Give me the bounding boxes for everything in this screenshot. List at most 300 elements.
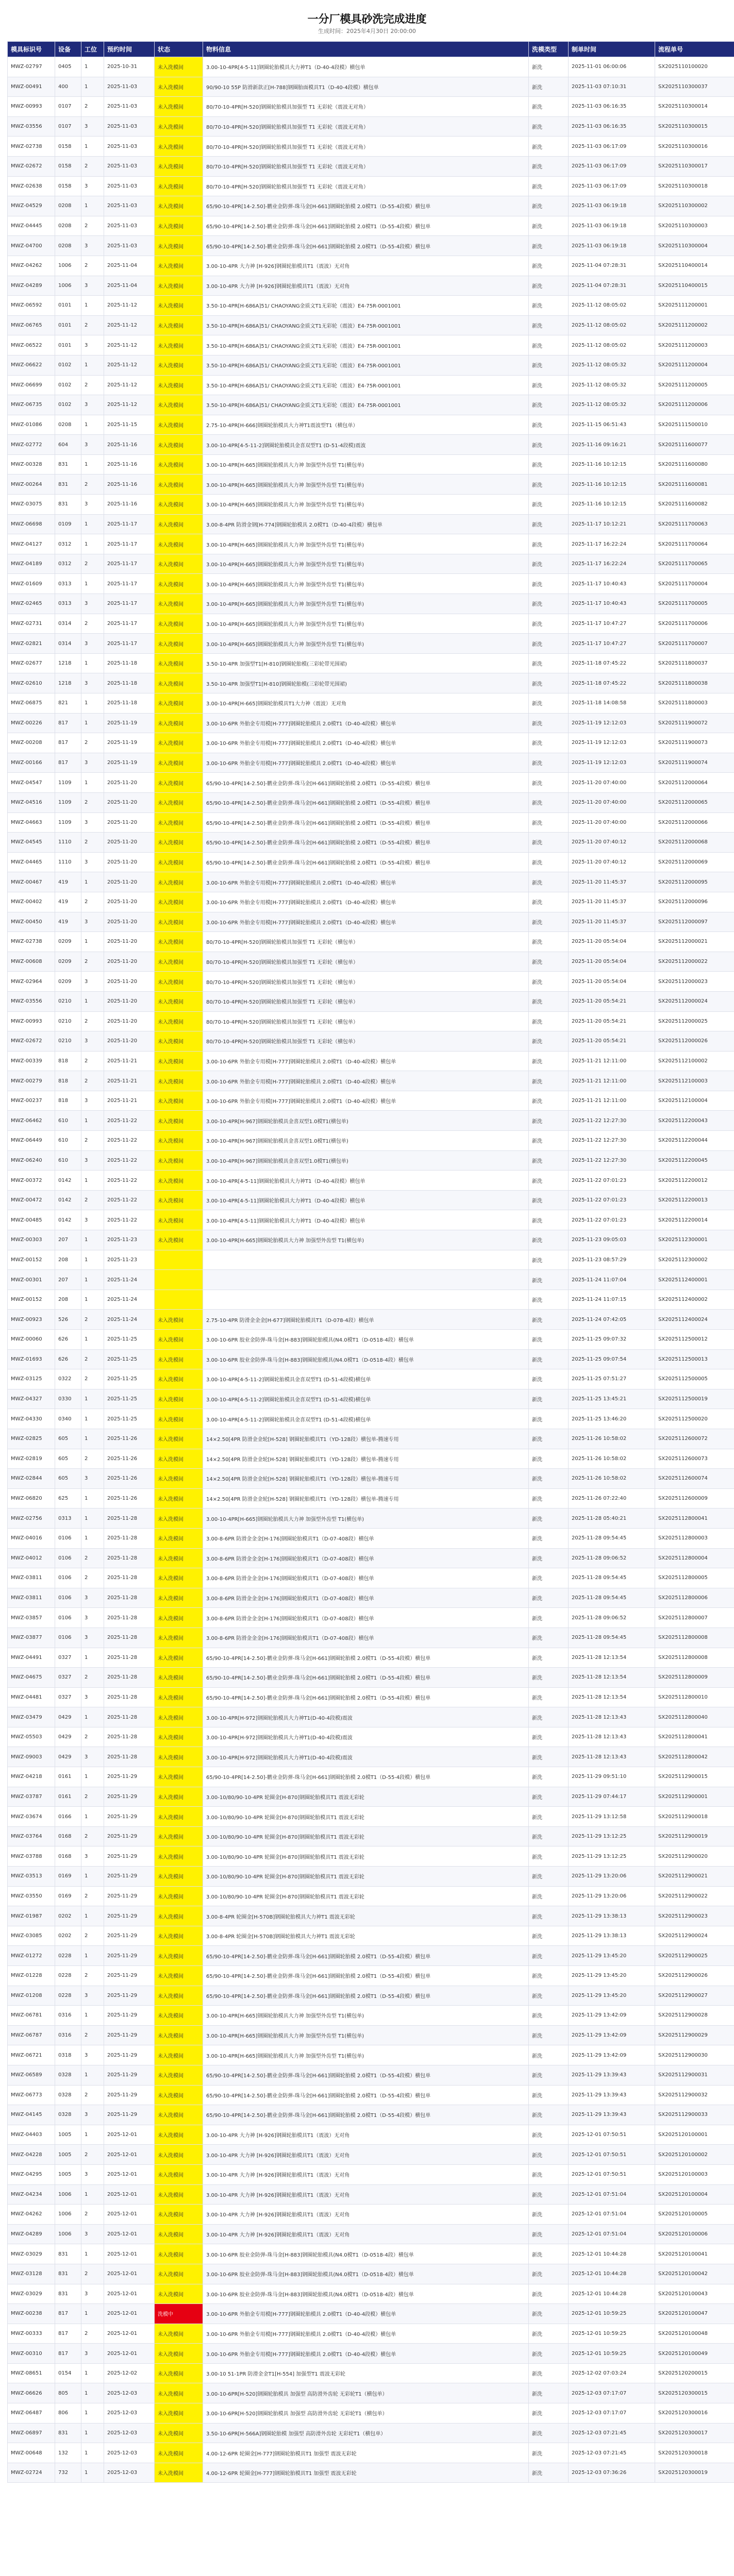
table-row[interactable] [8,534,734,554]
column-header-material-info[interactable]: 物料信息 [203,42,529,57]
cell-material-info: 65/90-10-4PR[14-2.50]-鹏业金防弹-珠马金[H-661]钢圈轮胎模 2.0模T1（D-55-4段模）横包单 [203,792,529,812]
cell-booking-time: 2025-11-19 [104,753,155,773]
table-row[interactable] [8,2065,734,2085]
column-header-equipment[interactable]: 设备 [55,42,81,57]
table-row[interactable] [8,2025,734,2045]
table-row[interactable] [8,1051,734,1071]
cell-equipment: 0169 [55,1886,81,1906]
table-row[interactable] [8,1091,734,1111]
cell-flow-number: SX2025110300016 [655,137,734,157]
cell-flow-number: SX2025112100002 [655,1051,734,1071]
cell-flow-number: SX2025112600074 [655,1469,734,1489]
cell-status: 未入洗模间 [155,2443,203,2463]
table-row[interactable] [8,1011,734,1031]
cell-material-info: 3.00-10-4PR[H-665]钢圈轮胎模具大力神 加强型外齿型 T1(横包单) [203,534,529,554]
cell-equipment: 1110 [55,852,81,872]
cell-booking-time: 2025-11-29 [104,2065,155,2085]
cell-created-time: 2025-11-03 07:10:31 [569,77,655,97]
cell-station: 3 [81,1747,104,1767]
cell-flow-number: SX2025111800038 [655,673,734,693]
cell-material-info: 14×2.50[4PR 防滑金金轮[H-528] 钢圈轮胎模具T1（YD-128段）横包单-腾速专用 [203,1429,529,1449]
table-row[interactable] [8,634,734,654]
table-row[interactable] [8,176,734,196]
table-row[interactable] [8,2363,734,2383]
cell-created-time: 2025-11-18 07:45:22 [569,653,655,673]
table-row[interactable] [8,1906,734,1926]
column-header-flow-number[interactable]: 流程单号 [655,42,734,57]
cell-wash-type: 新洗 [529,2085,569,2105]
table-row[interactable] [8,495,734,515]
cell-status: 未入洗模间 [155,156,203,176]
table-row[interactable] [8,1509,734,1529]
cell-status: 未入洗模间 [155,2025,203,2045]
cell-station: 1 [81,574,104,594]
cell-mold-id: MWZ-04262 [8,2205,55,2225]
table-row[interactable] [8,375,734,395]
cell-created-time: 2025-11-29 13:12:58 [569,1807,655,1827]
table-row[interactable] [8,1867,734,1887]
table-row[interactable] [8,2264,734,2284]
table-row[interactable] [8,77,734,97]
table-row[interactable] [8,2045,734,2065]
cell-booking-time: 2025-11-20 [104,1031,155,1052]
cell-material-info: 3.50-10-4PR[H-686A]51/ CHAOYANG金质文T1无彩轮（震波）E4-75R-0001001 [203,375,529,395]
cell-station: 1 [81,2403,104,2424]
table-row[interactable] [8,1986,734,2006]
table-row[interactable] [8,97,734,117]
cell-material-info: 3.50-10-6PR[H-566A]钢圈轮胎模 加强型 高防滑外齿轮 无彩轮T1（横包单） [203,2423,529,2443]
table-row[interactable] [8,2105,734,2125]
cell-status: 未入洗模间 [155,276,203,296]
cell-flow-number: SX2025112000068 [655,833,734,853]
table-row[interactable] [8,256,734,276]
table-row[interactable] [8,1270,734,1290]
cell-flow-number: SX2025120300018 [655,2443,734,2463]
cell-status: 未入洗模间 [155,892,203,912]
cell-material-info: 65/90-10-4PR[14-2.50]-鹏业金防弹-珠马金[H-661]钢圈轮胎模 2.0模T1（D-55-4段模）横包单 [203,773,529,793]
cell-equipment: 831 [55,2423,81,2443]
cell-flow-number: SX2025112800041 [655,1727,734,1747]
cell-status: 未入洗模间 [155,2145,203,2165]
cell-station: 2 [81,474,104,495]
cell-booking-time: 2025-11-12 [104,375,155,395]
cell-wash-type: 新洗 [529,1707,569,1727]
cell-created-time: 2025-11-28 09:54:45 [569,1528,655,1548]
cell-equipment: 0209 [55,972,81,992]
cell-booking-time: 2025-11-20 [104,833,155,853]
cell-mold-id: MWZ-04228 [8,2145,55,2165]
cell-status: 未入洗模间 [155,216,203,236]
table-row[interactable] [8,2125,734,2145]
cell-booking-time: 2025-11-29 [104,1807,155,1827]
cell-flow-number: SX2025120100048 [655,2324,734,2344]
table-row[interactable] [8,614,734,634]
table-row[interactable] [8,2304,734,2324]
column-header-created-time[interactable]: 制单时间 [569,42,655,57]
table-row[interactable] [8,2164,734,2184]
cell-created-time: 2025-11-20 07:40:12 [569,852,655,872]
cell-wash-type: 新洗 [529,1488,569,1509]
table-row[interactable] [8,1469,734,1489]
table-row[interactable] [8,156,734,176]
cell-material-info: 65/90-10-4PR[14-2.50]-鹏业金防弹-珠马金[H-661]钢圈轮胎模 2.0模T1（D-55-4段模）横包单 [203,1767,529,1787]
table-row[interactable] [8,2085,734,2105]
column-header-wash-type[interactable]: 洗模类型 [529,42,569,57]
cell-mold-id: MWZ-00208 [8,733,55,753]
cell-station: 1 [81,1509,104,1529]
cell-created-time: 2025-11-26 10:58:02 [569,1429,655,1449]
cell-wash-type: 新洗 [529,1131,569,1151]
table-row[interactable] [8,2443,734,2463]
cell-status: 洗模中 [155,2304,203,2324]
cell-booking-time: 2025-11-20 [104,912,155,932]
table-row[interactable] [8,276,734,296]
table-row[interactable] [8,315,734,335]
table-row[interactable] [8,1608,734,1628]
table-row[interactable] [8,2284,734,2304]
cell-mold-id: MWZ-04330 [8,1409,55,1429]
cell-flow-number: SX2025112400024 [655,1310,734,1330]
table-row[interactable] [8,1826,734,1846]
cell-equipment: 817 [55,2324,81,2344]
table-row[interactable] [8,395,734,415]
cell-station: 1 [81,77,104,97]
cell-equipment: 605 [55,1449,81,1469]
table-row[interactable] [8,2244,734,2264]
cell-flow-number: SX2025111600082 [655,495,734,515]
cell-station: 1 [81,355,104,375]
cell-wash-type: 新洗 [529,932,569,952]
cell-status: 未入洗模间 [155,1926,203,1946]
table-row[interactable] [8,1429,734,1449]
cell-booking-time: 2025-11-17 [104,594,155,614]
cell-mold-id: MWZ-02756 [8,1509,55,1529]
cell-station: 1 [81,773,104,793]
table-row[interactable] [8,1747,734,1767]
table-row[interactable] [8,653,734,673]
cell-booking-time: 2025-11-16 [104,454,155,474]
table-row[interactable] [8,1449,734,1469]
cell-mold-id: MWZ-06462 [8,1111,55,1131]
cell-booking-time: 2025-11-21 [104,1091,155,1111]
table-row[interactable] [8,2145,734,2165]
cell-booking-time: 2025-12-03 [104,2423,155,2443]
cell-station: 1 [81,2363,104,2383]
cell-station: 3 [81,812,104,833]
cell-status: 未入洗模间 [155,1966,203,1986]
table-row[interactable] [8,1727,734,1747]
cell-material-info [203,1270,529,1290]
table-row[interactable] [8,1369,734,1389]
table-row[interactable] [8,554,734,574]
cell-material-info: 3.00-10-4PR[H-665]钢圈轮胎模具大力神 加强型外齿型 T1(横包单) [203,2045,529,2065]
cell-flow-number: SX2025112900027 [655,1986,734,2006]
cell-flow-number: SX2025112000021 [655,932,734,952]
table-row[interactable] [8,1588,734,1608]
table-row[interactable] [8,1687,734,1707]
cell-mold-id: MWZ-00060 [8,1330,55,1350]
cell-equipment: 0312 [55,534,81,554]
cell-wash-type: 新洗 [529,495,569,515]
column-header-status[interactable]: 状态 [155,42,203,57]
table-row[interactable] [8,216,734,236]
table-row[interactable] [8,2184,734,2205]
cell-station: 2 [81,2145,104,2165]
cell-booking-time: 2025-11-29 [104,2105,155,2125]
column-header-booking-time[interactable]: 预约时间 [104,42,155,57]
table-row[interactable] [8,454,734,474]
cell-equipment: 1006 [55,276,81,296]
cell-created-time: 2025-12-01 07:51:04 [569,2205,655,2225]
cell-mold-id: MWZ-02772 [8,435,55,455]
cell-status: 未入洗模间 [155,1031,203,1052]
cell-mold-id: MWZ-02610 [8,673,55,693]
table-row[interactable] [8,952,734,972]
cell-material-info: 80/70-10-4PR[H-520]钢圈轮胎模具加强型 T1 无彩轮（震波无对角） [203,97,529,117]
cell-station: 1 [81,1488,104,1509]
table-row[interactable] [8,1210,734,1230]
table-row[interactable] [8,1846,734,1867]
cell-wash-type: 新洗 [529,792,569,812]
table-row[interactable] [8,514,734,534]
table-row[interactable] [8,1488,734,1509]
cell-flow-number: SX2025120100041 [655,2244,734,2264]
cell-mold-id: MWZ-01693 [8,1349,55,1369]
cell-created-time: 2025-11-29 13:20:06 [569,1867,655,1887]
table-row[interactable] [8,1250,734,1270]
table-row[interactable] [8,1767,734,1787]
column-header-station[interactable]: 工位 [81,42,104,57]
cell-created-time: 2025-11-03 06:19:18 [569,196,655,216]
table-row[interactable] [8,474,734,495]
cell-mold-id: MWZ-04289 [8,2224,55,2244]
table-row[interactable] [8,2463,734,2483]
table-row[interactable] [8,1409,734,1429]
table-row[interactable] [8,713,734,733]
cell-equipment: 526 [55,1310,81,1330]
cell-station: 1 [81,2383,104,2403]
table-row[interactable] [8,335,734,355]
table-row[interactable] [8,1290,734,1310]
cell-status: 未入洗模间 [155,375,203,395]
cell-mold-id: MWZ-06240 [8,1150,55,1171]
table-row[interactable] [8,57,734,77]
cell-status: 未入洗模间 [155,1668,203,1688]
cell-booking-time: 2025-11-03 [104,216,155,236]
table-row[interactable] [8,1886,734,1906]
cell-status: 未入洗模间 [155,1648,203,1668]
cell-booking-time: 2025-11-22 [104,1111,155,1131]
table-row[interactable] [8,932,734,952]
cell-mold-id: MWZ-00264 [8,474,55,495]
table-row[interactable] [8,415,734,435]
cell-material-info: 3.50-10-4PR 加强型T1[H-810]钢圈轮胎模(三彩轮带光围裙) [203,673,529,693]
table-row[interactable] [8,435,734,455]
cell-wash-type: 新洗 [529,833,569,853]
cell-created-time: 2025-12-01 07:50:51 [569,2164,655,2184]
cell-wash-type: 新洗 [529,355,569,375]
table-row[interactable] [8,892,734,912]
cell-wash-type: 新洗 [529,454,569,474]
table-row[interactable] [8,2324,734,2344]
cell-created-time: 2025-11-24 07:42:05 [569,1310,655,1330]
cell-mold-id: MWZ-04516 [8,792,55,812]
table-row[interactable] [8,1330,734,1350]
table-row[interactable] [8,1071,734,1091]
cell-wash-type: 新洗 [529,216,569,236]
cell-wash-type: 新洗 [529,1330,569,1350]
table-row[interactable] [8,1787,734,1807]
column-header-mold-id[interactable]: 模具标识号 [8,42,55,57]
cell-station: 1 [81,872,104,892]
table-row[interactable] [8,1389,734,1409]
cell-material-info: 3.00-10-4PR[4-5-11-2]钢圈轮胎模具金喜双型T1 (D-51-4段模)横包单 [203,1409,529,1429]
table-row[interactable] [8,753,734,773]
table-row[interactable] [8,833,734,853]
cell-material-info: 65/90-10-4PR[14-2.50]-鹏业金防弹-珠马金[H-661]钢圈轮胎模 2.0模T1（D-55-4段模）横包单 [203,852,529,872]
table-row[interactable] [8,812,734,833]
table-row[interactable] [8,792,734,812]
cell-station: 1 [81,1528,104,1548]
table-row[interactable] [8,1528,734,1548]
cell-equipment: 0107 [55,97,81,117]
cell-station: 3 [81,335,104,355]
cell-created-time: 2025-11-12 08:05:32 [569,395,655,415]
table-row[interactable] [8,236,734,256]
cell-booking-time: 2025-11-03 [104,176,155,196]
table-row[interactable] [8,1349,734,1369]
cell-status: 未入洗模间 [155,1091,203,1111]
table-row[interactable] [8,1648,734,1668]
cell-flow-number: SX2025112900019 [655,1826,734,1846]
cell-status: 未入洗模间 [155,833,203,853]
table-row[interactable] [8,1131,734,1151]
cell-wash-type: 新洗 [529,614,569,634]
cell-equipment: 0313 [55,574,81,594]
cell-booking-time: 2025-11-28 [104,1727,155,1747]
cell-equipment: 831 [55,2244,81,2264]
cell-equipment: 0210 [55,1011,81,1031]
table-row[interactable] [8,2383,734,2403]
cell-booking-time: 2025-11-29 [104,2045,155,2065]
table-row[interactable] [8,2344,734,2364]
cell-equipment: 817 [55,2344,81,2364]
cell-wash-type: 新洗 [529,1011,569,1031]
table-row[interactable] [8,1230,734,1250]
cell-wash-type: 新洗 [529,1687,569,1707]
table-row[interactable] [8,1190,734,1210]
cell-mold-id: MWZ-01208 [8,1986,55,2006]
cell-status: 未入洗模间 [155,1986,203,2006]
cell-booking-time: 2025-11-29 [104,1846,155,1867]
table-row[interactable] [8,1031,734,1052]
cell-flow-number: SX2025112200012 [655,1171,734,1191]
table-row[interactable] [8,693,734,714]
table-row[interactable] [8,594,734,614]
cell-wash-type: 新洗 [529,872,569,892]
table-row[interactable] [8,1310,734,1330]
table-row[interactable] [8,1668,734,1688]
table-row[interactable] [8,116,734,137]
table-row[interactable] [8,2403,734,2424]
table-row[interactable] [8,2423,734,2443]
cell-flow-number: SX2025112800008 [655,1628,734,1648]
table-row[interactable] [8,673,734,693]
cell-equipment: 0101 [55,335,81,355]
cell-mold-id: MWZ-02738 [8,137,55,157]
table-row[interactable] [8,1150,734,1171]
cell-station: 2 [81,1449,104,1469]
cell-station: 1 [81,534,104,554]
cell-created-time: 2025-11-16 10:12:15 [569,454,655,474]
cell-flow-number: SX2025112100003 [655,1071,734,1091]
cell-status: 未入洗模间 [155,1528,203,1548]
cell-material-info [203,1250,529,1270]
table-row[interactable] [8,355,734,375]
table-row[interactable] [8,1966,734,1986]
cell-wash-type: 新洗 [529,1747,569,1767]
cell-flow-number: SX2025112900032 [655,2085,734,2105]
cell-booking-time: 2025-11-29 [104,1906,155,1926]
cell-created-time: 2025-12-01 07:51:04 [569,2184,655,2205]
table-row[interactable] [8,872,734,892]
cell-status: 未入洗模间 [155,1826,203,1846]
table-row[interactable] [8,733,734,753]
table-row[interactable] [8,1171,734,1191]
cell-created-time: 2025-11-25 13:45:21 [569,1389,655,1409]
table-row[interactable] [8,1807,734,1827]
table-row[interactable] [8,1568,734,1588]
table-row[interactable] [8,2224,734,2244]
cell-booking-time: 2025-11-25 [104,1349,155,1369]
cell-station: 3 [81,2284,104,2304]
table-row[interactable] [8,912,734,932]
cell-mold-id: MWZ-04547 [8,773,55,793]
table-row[interactable] [8,852,734,872]
cell-station: 2 [81,1568,104,1588]
table-row[interactable] [8,137,734,157]
table-row[interactable] [8,972,734,992]
cell-flow-number: SX2025112900028 [655,2006,734,2026]
table-row[interactable] [8,1628,734,1648]
cell-wash-type: 新洗 [529,2284,569,2304]
cell-mold-id: MWZ-02844 [8,1469,55,1489]
table-row[interactable] [8,1707,734,1727]
table-row[interactable] [8,1926,734,1946]
cell-created-time: 2025-11-28 09:54:45 [569,1568,655,1588]
table-row[interactable] [8,1548,734,1568]
table-row[interactable] [8,296,734,316]
cell-equipment: 0327 [55,1668,81,1688]
table-row[interactable] [8,2205,734,2225]
cell-booking-time: 2025-11-03 [104,156,155,176]
table-row[interactable] [8,574,734,594]
cell-flow-number: SX2025120200015 [655,2363,734,2383]
cell-equipment: 831 [55,2264,81,2284]
cell-booking-time: 2025-11-26 [104,1488,155,1509]
cell-mold-id: MWZ-04234 [8,2184,55,2205]
table-row[interactable] [8,991,734,1011]
table-row[interactable] [8,2006,734,2026]
cell-status: 未入洗模间 [155,2224,203,2244]
cell-booking-time: 2025-11-22 [104,1171,155,1191]
table-row[interactable] [8,773,734,793]
cell-created-time: 2025-11-03 06:17:09 [569,156,655,176]
table-row[interactable] [8,1111,734,1131]
table-row[interactable] [8,1946,734,1966]
cell-wash-type: 新洗 [529,1966,569,1986]
table-row[interactable] [8,196,734,216]
